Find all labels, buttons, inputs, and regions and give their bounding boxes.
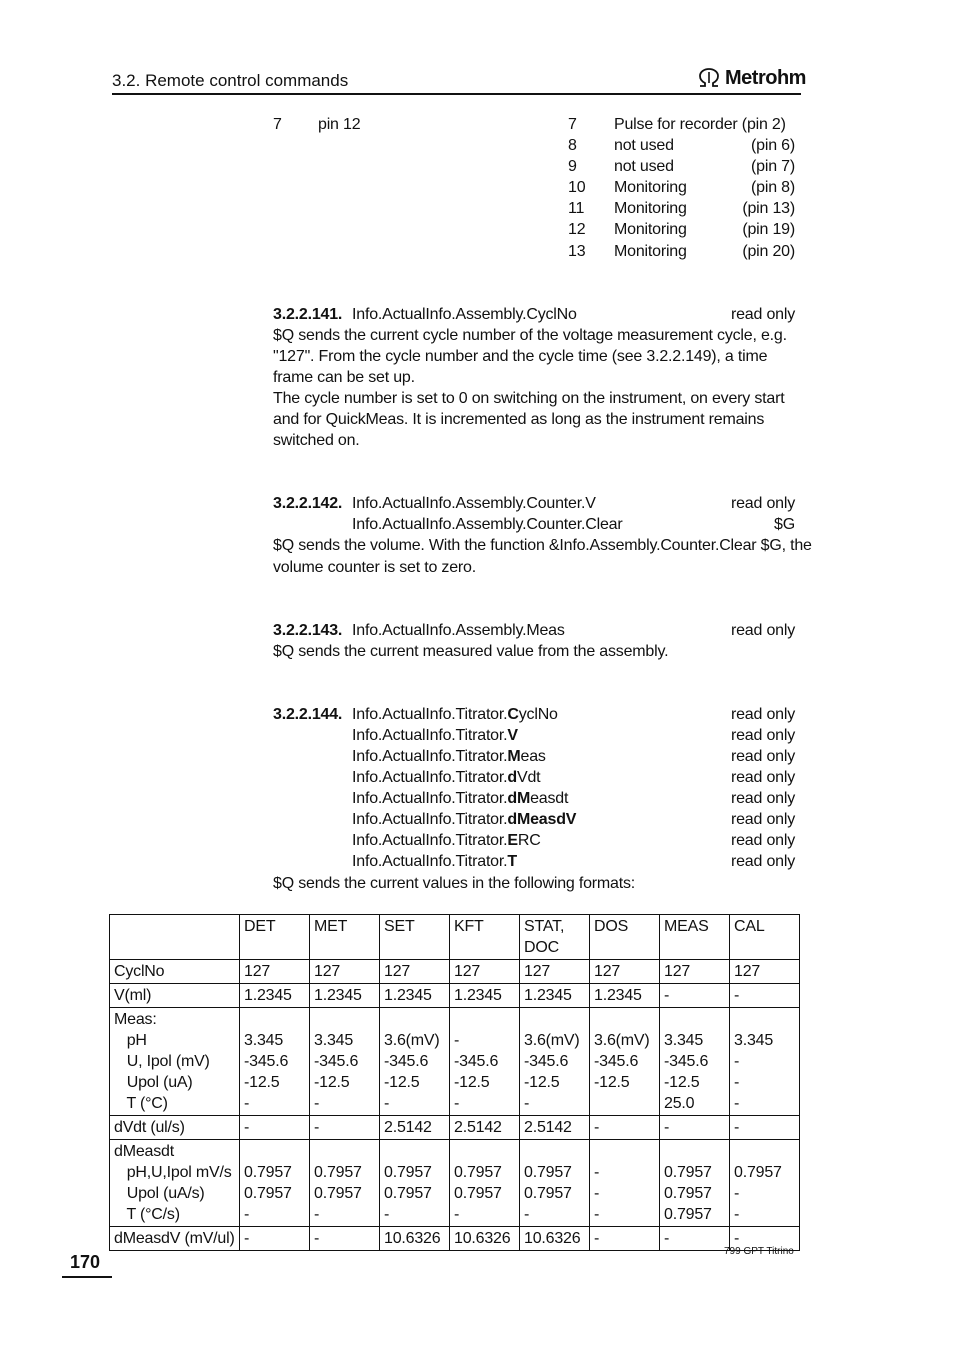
command-name xyxy=(352,725,518,746)
table-cell: 0.7957 0.7957 - xyxy=(380,1140,450,1227)
table-cell: 10.6326 xyxy=(520,1227,590,1251)
row-label: dVdt (ul/s) xyxy=(110,1116,240,1140)
table-row xyxy=(110,1116,800,1140)
table-cell: - xyxy=(660,1116,730,1140)
pin-num: 9 xyxy=(568,158,577,175)
row-label: dMeasdt pH,U,Ipol mV/s Upol (uA/s) T (°C/s) xyxy=(110,1140,240,1227)
command-key: d xyxy=(507,769,517,786)
table-cell: 3.6(mV) -345.6 -12.5 xyxy=(590,1008,660,1116)
pin-label: Monitoring xyxy=(614,179,687,196)
command-name xyxy=(352,746,546,767)
pin-label: not used xyxy=(614,137,674,154)
column-header: DOS xyxy=(590,915,660,960)
command-name: Info.ActualInfo.Assembly.CyclNo xyxy=(352,306,577,323)
table-cell: 0.7957 0.7957 - xyxy=(520,1140,590,1227)
command-suffix: easdt xyxy=(530,790,569,807)
access-mode: read only xyxy=(730,790,795,807)
pin-num: 7 xyxy=(568,116,577,133)
table-header-row xyxy=(110,915,800,960)
pin-label: Pulse for recorder (pin 2) xyxy=(614,116,786,133)
table-cell: 127 xyxy=(380,960,450,984)
pin-left-num: 7 xyxy=(273,116,282,133)
command-prefix: Info.ActualInfo.Titrator. xyxy=(352,706,508,723)
pin-label: Monitoring xyxy=(614,200,687,217)
table-cell: 1.2345 xyxy=(240,984,310,1008)
table-cell: - xyxy=(660,984,730,1008)
command-name xyxy=(352,809,576,830)
body-line: volume counter is set to zero. xyxy=(273,559,476,576)
body-line: $Q sends the current measured value from the assembly. xyxy=(273,643,669,660)
command-name: Info.ActualInfo.Assembly.Counter.Clear xyxy=(352,516,623,533)
table-row xyxy=(110,1227,800,1251)
table-cell: 3.6(mV) -345.6 -12.5 - xyxy=(380,1008,450,1116)
footer-rule xyxy=(62,1276,112,1278)
column-header: CAL xyxy=(730,915,800,960)
pin-label: Monitoring xyxy=(614,221,687,238)
table-row xyxy=(110,1140,800,1227)
table-cell: 127 xyxy=(590,960,660,984)
command-prefix: Info.ActualInfo.Titrator. xyxy=(352,748,508,765)
table-cell: - xyxy=(240,1116,310,1140)
table-cell: 1.2345 xyxy=(310,984,380,1008)
table-cell: 127 xyxy=(240,960,310,984)
table-cell: - xyxy=(660,1227,730,1251)
access-mode: read only xyxy=(730,727,795,744)
table-cell: 3.345 -345.6 -12.5 25.0 xyxy=(660,1008,730,1116)
section-title: 3.2. Remote control commands xyxy=(112,71,349,90)
pin-num: 13 xyxy=(568,243,586,260)
table-row xyxy=(110,960,800,984)
page-number: 170 xyxy=(70,1252,101,1272)
table-cell: 3.345 - - - xyxy=(730,1008,800,1116)
row-label: V(ml) xyxy=(110,984,240,1008)
table-cell: 3.345 -345.6 -12.5 - xyxy=(240,1008,310,1116)
column-header: MET xyxy=(310,915,380,960)
command-name xyxy=(352,830,541,851)
pin-num: 10 xyxy=(568,179,586,196)
table-cell: - xyxy=(590,1116,660,1140)
command-name: Info.ActualInfo.Assembly.Meas xyxy=(352,622,565,639)
pin-num: 12 xyxy=(568,221,586,238)
body-line: switched on. xyxy=(273,432,360,449)
command-prefix: Info.ActualInfo.Titrator. xyxy=(352,769,508,786)
command-name xyxy=(352,704,558,725)
command-prefix: Info.ActualInfo.Titrator. xyxy=(352,853,508,870)
table-cell: 0.7957 0.7957 - xyxy=(310,1140,380,1227)
table-row xyxy=(110,984,800,1008)
command-name: Info.ActualInfo.Assembly.Counter.V xyxy=(352,495,596,512)
row-label: CyclNo xyxy=(110,960,240,984)
access-mode: read only xyxy=(730,811,795,828)
pin-ref: (pin 6) xyxy=(751,137,795,154)
access-mode: read only xyxy=(730,306,795,323)
command-prefix: Info.ActualInfo.Titrator. xyxy=(352,811,508,828)
brand-logo xyxy=(697,66,806,90)
command-key: E xyxy=(507,832,518,849)
table-cell: 2.5142 xyxy=(380,1116,450,1140)
column-header: MEAS xyxy=(660,915,730,960)
brand-name: Metrohm xyxy=(725,66,806,89)
table-cell: - xyxy=(590,1227,660,1251)
access-mode: read only xyxy=(730,495,795,512)
body-line: frame can be set up. xyxy=(273,369,415,386)
table-cell: - xyxy=(310,1227,380,1251)
pin-label: not used xyxy=(614,158,674,175)
table-cell: 127 xyxy=(450,960,520,984)
pin-ref: (pin 19) xyxy=(742,221,795,238)
pin-ref: (pin 13) xyxy=(742,200,795,217)
table-cell: - xyxy=(730,1227,800,1251)
section-number: 3.2.2.144. xyxy=(273,706,343,723)
omega-icon xyxy=(697,68,721,88)
column-header: STAT, DOC xyxy=(520,915,590,960)
body-line: $Q sends the current values in the following formats: xyxy=(273,875,636,892)
pin-left-label: pin 12 xyxy=(318,116,361,133)
table-cell: 127 xyxy=(310,960,380,984)
table-cell: 0.7957 0.7957 0.7957 xyxy=(660,1140,730,1227)
table-cell: 127 xyxy=(520,960,590,984)
command-name xyxy=(352,788,568,809)
access-mode: read only xyxy=(730,832,795,849)
row-label: Meas: pH U, Ipol (mV) Upol (uA) T (°C) xyxy=(110,1008,240,1116)
table-cell: 1.2345 xyxy=(450,984,520,1008)
access-mode: read only xyxy=(730,748,795,765)
product-name: 799 GPT Titrino xyxy=(724,1246,794,1257)
pin-ref: (pin 7) xyxy=(751,158,795,175)
table-cell: - xyxy=(730,984,800,1008)
command-key: dM xyxy=(507,790,531,807)
command-key: T xyxy=(507,853,517,870)
table-cell: 127 xyxy=(730,960,800,984)
table-cell: 1.2345 xyxy=(380,984,450,1008)
section-number: 3.2.2.142. xyxy=(273,495,343,512)
table-cell: 1.2345 xyxy=(520,984,590,1008)
command-suffix: RC xyxy=(517,832,541,849)
column-header: SET xyxy=(380,915,450,960)
command-key: V xyxy=(507,727,518,744)
table-cell: - xyxy=(240,1227,310,1251)
table-cell: 0.7957 0.7957 - xyxy=(240,1140,310,1227)
table-cell: 0.7957 - - xyxy=(730,1140,800,1227)
table-cell: - xyxy=(310,1116,380,1140)
section-number: 3.2.2.143. xyxy=(273,622,343,639)
pin-ref: (pin 20) xyxy=(742,243,795,260)
access-mode: read only xyxy=(730,769,795,786)
pin-label: Monitoring xyxy=(614,243,687,260)
values-table xyxy=(109,914,800,1251)
body-line: The cycle number is set to 0 on switching on the instrument, on every start xyxy=(273,390,785,407)
command-name xyxy=(352,767,540,788)
table-cell: 3.6(mV) -345.6 -12.5 - xyxy=(520,1008,590,1116)
column-header: KFT xyxy=(450,915,520,960)
table-cell: 1.2345 xyxy=(590,984,660,1008)
command-prefix: Info.ActualInfo.Titrator. xyxy=(352,790,508,807)
access-mode: read only xyxy=(730,706,795,723)
table-cell: - xyxy=(730,1116,800,1140)
command-suffix: yclNo xyxy=(518,706,558,723)
access-mode: $G xyxy=(774,516,795,533)
pin-ref: (pin 8) xyxy=(751,179,795,196)
pin-num: 8 xyxy=(568,137,577,154)
body-line: and for QuickMeas. It is incremented as long as the instrument remains xyxy=(273,411,765,428)
table-cell: 3.345 -345.6 -12.5 - xyxy=(310,1008,380,1116)
row-label: dMeasdV (mV/ul) xyxy=(110,1227,240,1251)
table-cell: - - - xyxy=(590,1140,660,1227)
header-rule xyxy=(112,93,801,95)
table-row xyxy=(110,1008,800,1116)
table-cell: 10.6326 xyxy=(450,1227,520,1251)
pin-num: 11 xyxy=(568,200,585,217)
command-key: dMeasdV xyxy=(507,811,577,828)
column-header xyxy=(110,915,240,960)
section-number: 3.2.2.141. xyxy=(273,306,343,323)
column-header: DET xyxy=(240,915,310,960)
command-prefix: Info.ActualInfo.Titrator. xyxy=(352,727,508,744)
table-cell: 10.6326 xyxy=(380,1227,450,1251)
body-line: $Q sends the current cycle number of the voltage measurement cycle, e.g. xyxy=(273,327,787,344)
access-mode: read only xyxy=(730,853,795,870)
command-prefix: Info.ActualInfo.Titrator. xyxy=(352,832,508,849)
access-mode: read only xyxy=(730,622,795,639)
command-suffix: Vdt xyxy=(516,769,541,786)
body-line: $Q sends the volume. With the function &Info.Assembly.Counter.Clear $G, the xyxy=(273,537,812,554)
command-name xyxy=(352,851,517,872)
table-cell: 2.5142 xyxy=(520,1116,590,1140)
command-suffix: eas xyxy=(520,748,546,765)
table-cell: 0.7957 0.7957 - xyxy=(450,1140,520,1227)
body-line: "127". From the cycle number and the cycle time (see 3.2.2.149), a time xyxy=(273,348,768,365)
table-cell: 127 xyxy=(660,960,730,984)
table-cell: - -345.6 -12.5 - xyxy=(450,1008,520,1116)
command-key: C xyxy=(507,706,519,723)
table-cell: 2.5142 xyxy=(450,1116,520,1140)
command-key: M xyxy=(507,748,521,765)
